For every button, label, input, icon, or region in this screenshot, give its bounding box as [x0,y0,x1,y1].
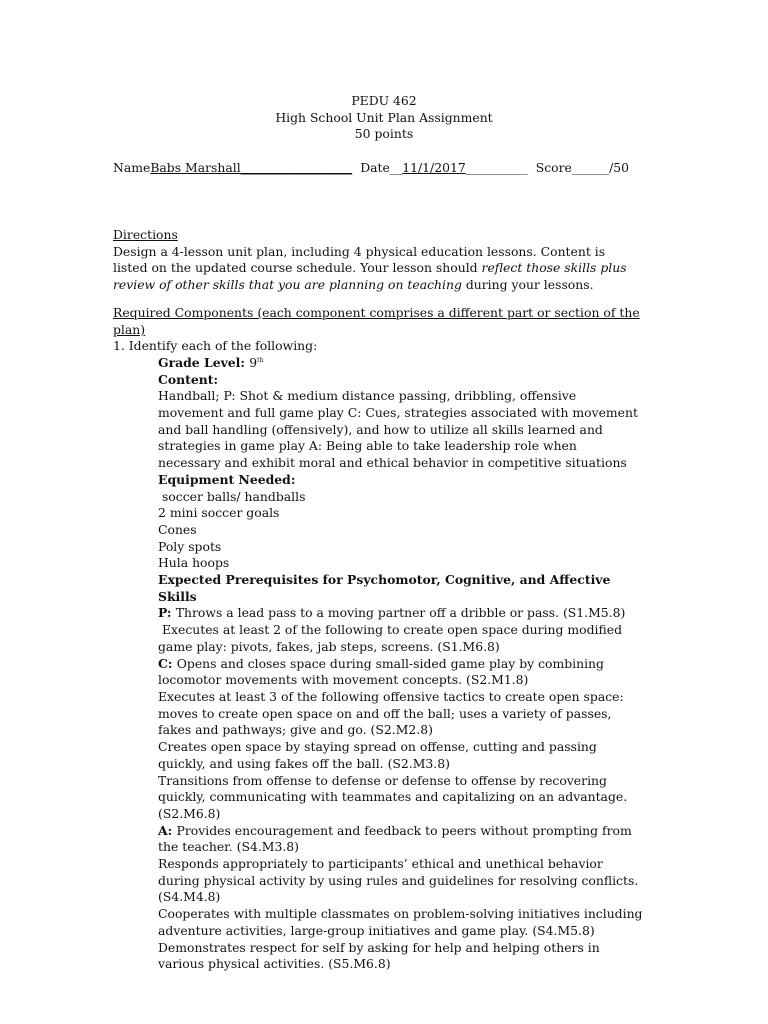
directions-heading: Directions [113,227,178,242]
equipment-label [158,472,643,489]
equipment-item: 2 mini soccer goals [158,505,280,521]
date-blank: __________ [465,160,528,175]
psychomotor-label: P: [158,605,176,621]
prereq-affective-3: Cooperates with multiple classmates on problem-solving initiatives including adventure activities, large-group initiatives and game play. (S4.M5.8) [158,906,643,938]
prereq-psychomotor-1 [158,605,643,622]
assignment-title: High School Unit Plan Assignment [275,109,493,125]
prereq-cognitive-1 [158,656,643,689]
equipment-item: Poly spots [158,538,222,554]
prereq-text: Provides encouragement and feedback to peers without prompting from the teacher. (S4.M3.8) [158,822,632,855]
prereq-cognitive-2: Executes at least 3 of the following offensive tactics to create open space: moves to create open space on and off the ball; uses a variety of passes, fakes and pathways; give and go. (S2.M2.8) [158,688,624,738]
course-code: PEDU 462 [351,93,417,108]
content-label-text: Content: [158,371,219,387]
content-text: Handball; P: Shot & medium distance passing, dribbling, offensive movement and full game play C: Cues, strategies associated with movement and ball handling (offensively), and how to utilize all skills learned and strategies in game play A: Being able to take leadership role when necessary and exhibit moral and ethical behavior in competitive situations [158,388,638,471]
item-1-details [113,355,643,973]
grade-level-label: Grade Level: [158,354,250,370]
prereq-affective-1 [158,823,643,856]
document-header [0,93,768,143]
required-components-heading: Required Components (each component comprises a different part or section of the plan) [113,304,640,337]
date-value: 11/1/2017 [402,160,466,175]
student-info-line [113,160,713,177]
equipment-item: Hula hoops [158,555,230,571]
prereq-text: Throws a lead pass to a moving partner off a dribble or pass. (S1.M5.8) [175,605,626,621]
prerequisites-label-text: Expected Prerequisites for Psychomotor, Cognitive, and Affective Skills [158,572,611,604]
score-label: Score [535,160,572,175]
equipment-label-text: Equipment Needed: [158,471,296,487]
name-value: Babs Marshall__________________ [150,160,353,175]
prereq-cognitive-4: Transitions from offense to defense or defense to offense by recovering quickly, communicating with teammates and capitalizing on an advantage. (S2.M6.8) [158,772,628,821]
grade-level-value: 9 [249,354,258,370]
item-1: 1. Identify each of the following: [113,338,318,354]
prereq-psychomotor-2: Executes at least 2 of the following to create open space during modified game play: pivots, fakes, jab steps, screens. (S1.M6.8) [158,622,626,654]
directions-text-part: Design a 4-lesson unit plan, including 4 physical education lessons. Content is listed on the updated course schedule. Your lesson should [113,243,606,276]
prereq-affective-2: Responds appropriately to participants’ ethical and unethical behavior during physical activity by using rules and guidelines for resolving conflicts. (S4.M4.8) [158,856,639,905]
score-value: ______/50 [571,160,630,175]
date-label: Date__ [360,160,403,175]
prerequisites-label [158,572,643,605]
directions-text-end: during your lessons. [461,277,594,293]
content-label [158,372,643,389]
points-total: 50 points [354,126,414,142]
grade-level-suffix: th [257,356,264,364]
cognitive-label: C: [158,655,177,671]
prereq-affective-4: Demonstrates respect for self by asking for help and helping others in various physical activities. (S5.M6.8) [158,939,600,972]
grade-level [158,355,643,372]
directions-text [113,244,643,294]
prereq-text: Opens and closes space during small-sided game play by combining locomotor movements with movement concepts. (S2.M1.8) [158,655,604,688]
directions-italic-text: reflect those skills plus review of other skills that you are planning on teaching [113,260,627,293]
equipment-item: soccer balls/ handballs [158,488,306,504]
affective-label: A: [158,822,177,838]
name-label: Name [113,160,151,175]
prereq-cognitive-3: Creates open space by staying spread on offense, cutting and passing quickly, and using fakes off the ball. (S2.M3.8) [158,739,597,771]
equipment-item: Cones [158,521,197,537]
document-body [113,227,653,973]
